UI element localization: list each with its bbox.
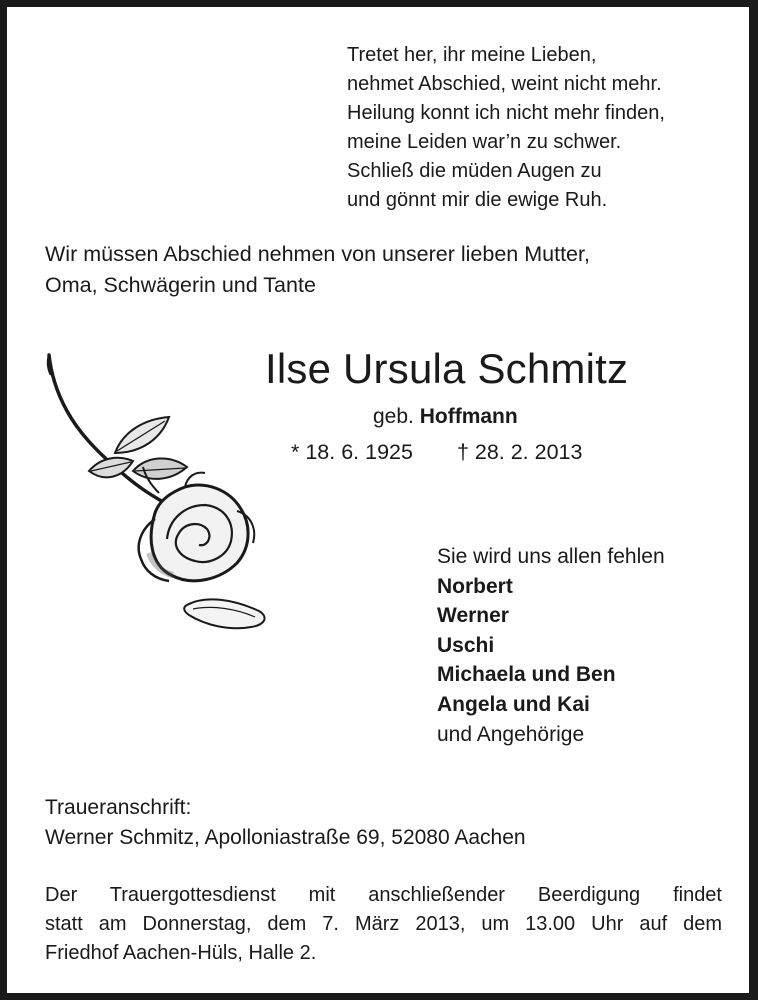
poem [347, 41, 747, 215]
service-line: Friedhof Aachen-Hüls, Halle 2. [45, 942, 317, 964]
mourners-footer: und Angehörige [437, 722, 585, 746]
life-dates [291, 437, 582, 467]
mourner-name: Angela und Kai [437, 692, 590, 716]
poem-line: Schließ die müden Augen zu [347, 160, 602, 182]
rose-icon [37, 343, 287, 643]
mourners-heading: Sie wird uns allen fehlen [437, 545, 665, 568]
address-label: Traueranschrift: [45, 796, 192, 819]
service-line: Der Trauergottesdienst mit anschließender Beerdigung findet [45, 884, 722, 906]
service-info [45, 881, 722, 968]
born-prefix: geb. [373, 405, 414, 428]
mourners-list [437, 542, 747, 749]
deceased-name: Ilse Ursula Schmitz [265, 345, 629, 392]
maiden-name-line [373, 403, 518, 431]
intro-text [45, 239, 735, 301]
poem-line: nehmet Abschied, weint nicht mehr. [347, 73, 662, 95]
mourner-name: Norbert [437, 574, 513, 598]
birth-date: * 18. 6. 1925 [291, 440, 413, 464]
poem-line: und gönnt mir die ewige Ruh. [347, 189, 608, 211]
intro-line: Wir müssen Abschied nehmen von unserer lieben Mutter, [45, 242, 590, 266]
intro-line: Oma, Schwägerin und Tante [45, 273, 316, 297]
maiden-name: Hoffmann [419, 405, 518, 428]
poem-line: Tretet her, ihr meine Lieben, [347, 44, 597, 66]
death-date: † 28. 2. 2013 [456, 440, 583, 464]
poem-line: Heilung konnt ich nicht mehr finden, [347, 102, 665, 124]
mourner-name: Uschi [437, 633, 495, 657]
mourner-name: Michaela und Ben [437, 663, 616, 687]
service-line: statt am Donnerstag, dem 7. März 2013, um 13.00 Uhr auf dem [45, 913, 722, 935]
mourning-address [45, 793, 745, 853]
mourner-name: Werner [437, 604, 509, 628]
poem-line: meine Leiden war’n zu schwer. [347, 131, 622, 153]
address-line: Werner Schmitz, Apolloniastraße 69, 52080 Aachen [45, 826, 526, 849]
